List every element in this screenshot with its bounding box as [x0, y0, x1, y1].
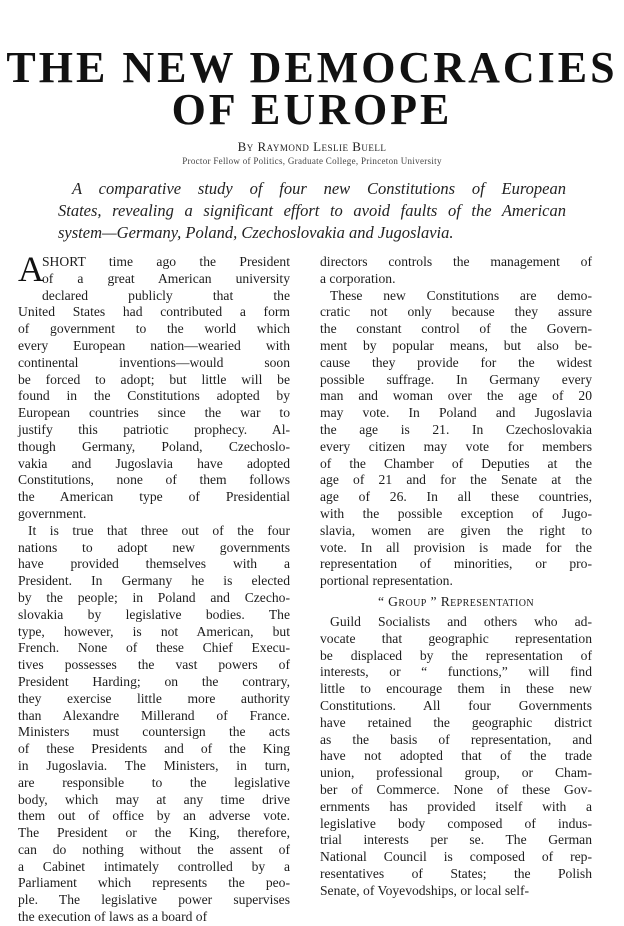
text-line: vocate that geographic representation	[320, 630, 592, 646]
text-line: resentatives of States; the Polish	[320, 865, 592, 881]
text-line: President. In Germany he is elected	[18, 573, 290, 589]
text-line: trial interests per se. The German	[320, 832, 592, 848]
text-line: union, professional group, or Cham-	[320, 765, 592, 781]
article-abstract	[58, 178, 566, 244]
text-line: with the possible exception of Jugo-	[320, 505, 592, 521]
text-line: nations to adopt new governments	[18, 539, 290, 555]
text-line: European countries since the war to	[18, 405, 290, 421]
text-line: Constitutions. All four Governments	[320, 697, 592, 713]
text-line: continental inventions—would soon	[18, 354, 290, 370]
text-line: cratic not only because they assure	[320, 304, 592, 320]
right-column-text-bottom	[320, 614, 592, 900]
text-line: can do nothing without the assent of	[18, 841, 290, 857]
text-line: have provided themselves with a	[18, 556, 290, 572]
text-line: Senate, of Voyevodships, or local self-	[320, 882, 530, 898]
text-line: age of 21 and for the Senate at the	[320, 472, 592, 488]
text-line: Constitutions, none of them follows	[18, 472, 290, 488]
abstract-line: States, revealing a significant effort to avoid faults of the American	[58, 201, 566, 220]
text-line: every citizen may vote for members	[320, 438, 592, 454]
text-line: man and woman over the age of 20	[320, 388, 592, 404]
text-line: United States had contributed a form	[18, 304, 290, 320]
text-line: have not adopted that of the trade	[320, 748, 592, 764]
text-line: are responsible to the legislative	[18, 774, 290, 790]
text-line: little to encourage them in these new	[320, 681, 592, 697]
text-line: vote. In all provision is made for the	[320, 539, 592, 555]
text-line: of the Chamber of Deputies at the	[320, 455, 592, 471]
text-line: as the basis of representation, and	[320, 731, 592, 747]
article-title-line-2: OF EUROPE	[171, 85, 453, 134]
text-line: The President or the King, therefore,	[18, 825, 290, 841]
left-column-text	[18, 254, 290, 926]
text-line: ber of Commerce. None of these Gov-	[320, 781, 592, 797]
left-column	[18, 249, 290, 926]
text-line: them out of office by an adverse vote.	[18, 808, 290, 824]
text-line: These new Constitutions are demo-	[330, 287, 592, 303]
text-line: slovakia by legislative bodies. The	[18, 606, 290, 622]
text-line: vakia and Jugoslavia have adopted	[18, 455, 290, 471]
abstract-line: A comparative study of four new Constitutions of European	[72, 179, 566, 198]
text-line: ernments has provided itself with a	[320, 798, 592, 814]
text-line: portional representation.	[320, 573, 453, 589]
text-line: by the people; in Poland and Czecho-	[18, 589, 290, 605]
text-line: body, which may at any time drive	[18, 791, 290, 807]
text-line: a corporation.	[320, 270, 396, 286]
drop-cap: A	[18, 249, 44, 289]
text-line: Guild Socialists and others who ad-	[330, 613, 592, 629]
text-line: found in the Constitutions adopted by	[18, 388, 290, 404]
text-line: President Harding; on the contrary,	[18, 673, 290, 689]
text-line: slavia, women are given the right to	[320, 522, 592, 538]
text-line: possible suffrage. In Germany every	[320, 371, 592, 387]
abstract-line: system—Germany, Poland, Czechoslovakia and Jugoslavia.	[58, 223, 454, 242]
text-line: French. None of these Chief Execu-	[18, 640, 290, 656]
text-line: Parliament which represents the peo-	[18, 875, 290, 891]
text-line: be forced to adopt; but little will be	[18, 371, 290, 387]
text-line: government.	[18, 505, 87, 521]
text-line: It is true that three out of the four	[28, 522, 290, 538]
text-line: the age is 21. In Czechoslovakia	[320, 421, 592, 437]
right-column	[320, 254, 592, 899]
text-line: ment by popular means, but also be-	[320, 337, 592, 353]
section-subheading: “ Group ” Representation	[377, 593, 535, 609]
text-line: the execution of laws as a board of	[18, 909, 208, 925]
text-line: justify this patriotic prophecy. Al-	[18, 421, 290, 437]
text-line: ple. The legislative power supervises	[18, 892, 290, 908]
text-line: of a great American university	[42, 270, 290, 286]
text-line: the constant control of the Govern-	[320, 321, 592, 337]
text-line: legislative body composed of indus-	[320, 815, 592, 831]
text-line: in Jugoslavia. The Ministers, in turn,	[18, 757, 290, 773]
text-line: age of 26. In all these countries,	[320, 489, 592, 505]
text-line: may vote. In Poland and Jugoslavia	[320, 405, 592, 421]
text-line: declared publicly that the	[42, 287, 290, 303]
text-line: Ministers must countersign the acts	[18, 724, 290, 740]
text-line: be displaced by the representation of	[320, 647, 592, 663]
right-column-text-top	[320, 254, 592, 590]
text-line: tives possesses the vast powers of	[18, 657, 290, 673]
text-line: cause they provide for the widest	[320, 354, 592, 370]
text-line: National Council is composed of rep-	[320, 849, 592, 865]
text-line: a Cabinet intimately controlled by a	[18, 858, 290, 874]
article-title-line-1: THE NEW DEMOCRACIES	[6, 43, 618, 92]
text-line: the American type of Presidential	[18, 489, 290, 505]
author-byline: By Raymond Leslie Buell	[237, 139, 387, 154]
text-line: have retained the geographic district	[320, 714, 592, 730]
author-affiliation: Proctor Fellow of Politics, Graduate College, Princeton University	[182, 156, 442, 166]
text-line: of these Presidents and of the King	[18, 741, 290, 757]
text-line: directors controls the management of	[320, 254, 592, 269]
text-line: interests, or “ functions,” will find	[320, 664, 592, 680]
text-line: though Germany, Poland, Czechoslo-	[18, 438, 290, 454]
text-line: every European nation—wearied with	[18, 337, 290, 353]
text-line: SHORT time ago the President	[42, 254, 290, 269]
text-line: representation of minorities, or pro-	[320, 556, 592, 572]
text-line: they exercise little more authority	[18, 690, 290, 706]
text-line: than Alexandre Millerand of France.	[18, 707, 290, 723]
text-line: type, however, is not American, but	[18, 623, 290, 639]
text-line: of government to the world which	[18, 321, 290, 337]
